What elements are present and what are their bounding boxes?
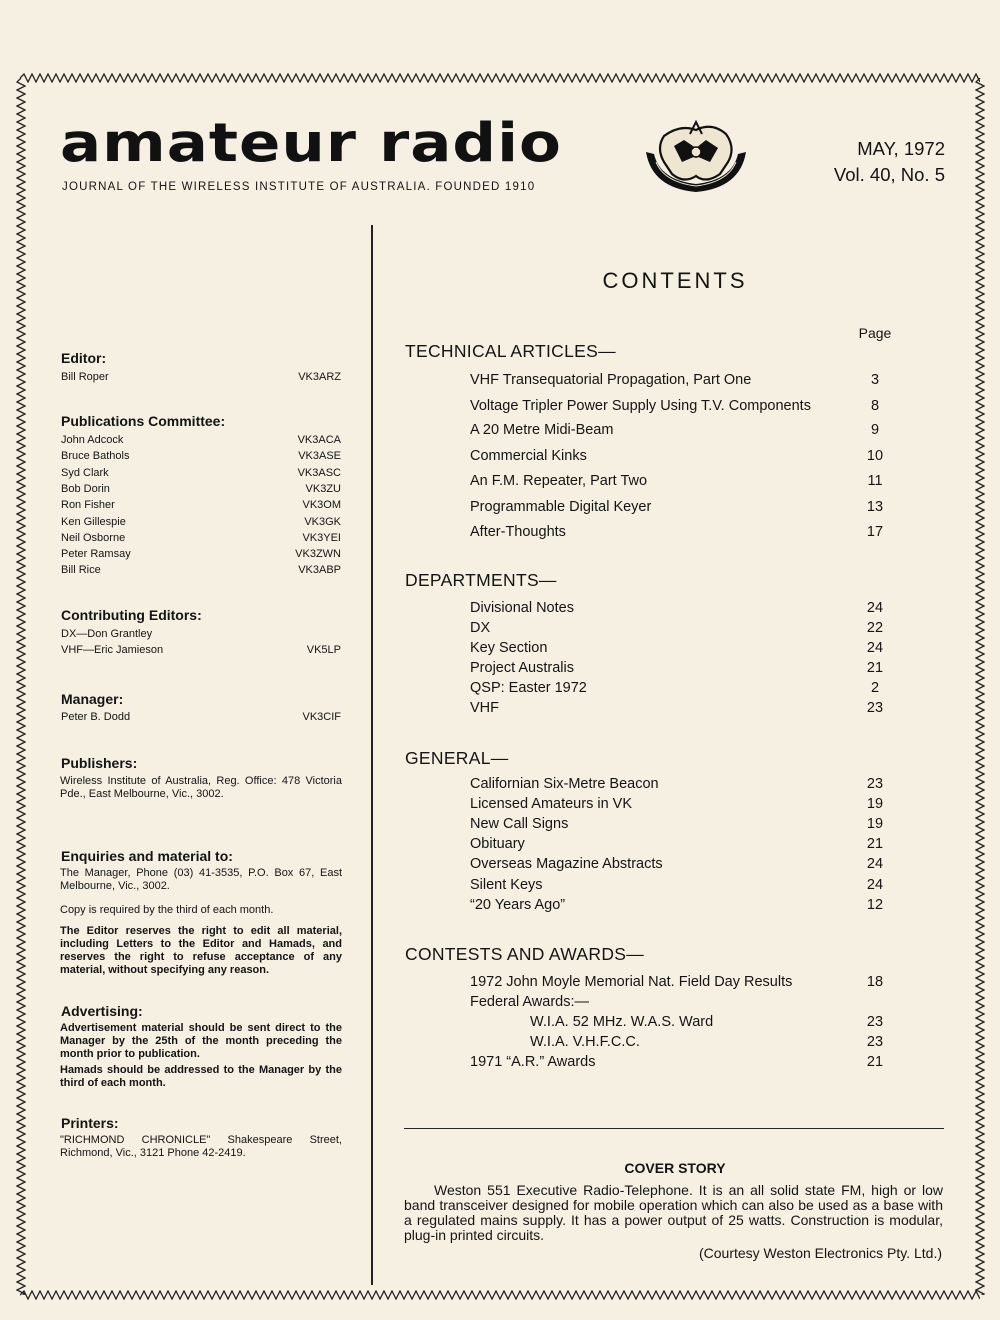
- staff-row: [61, 369, 341, 385]
- contents-entry-page: 3: [870, 372, 880, 388]
- masthead-tagline: JOURNAL OF THE WIRELESS INSTITUTE OF AUSTRALIA. FOUNDED 1910: [62, 181, 536, 193]
- staff-name: Ron Fisher: [61, 499, 115, 512]
- contents-entry-title: Key Section: [470, 640, 548, 656]
- contents-entry-title: Project Australis: [470, 660, 574, 676]
- border-right: [975, 78, 985, 1295]
- contents-section-heading: CONTESTS AND AWARDS—: [405, 944, 645, 964]
- staff-row: [61, 514, 341, 530]
- staff-callsign: VK3OM: [302, 499, 341, 512]
- contents-entry-title: Federal Awards:—: [470, 994, 590, 1010]
- contents-entry-title: Programmable Digital Keyer: [470, 499, 652, 515]
- staff-name: Peter B. Dodd: [61, 711, 131, 723]
- staff-name: Bill Roper: [61, 371, 109, 383]
- issue-info: [790, 136, 945, 188]
- contents-entry-page: 19: [866, 816, 884, 832]
- contents-entry-page: 23: [866, 700, 884, 716]
- contents-entry-page: 8: [870, 398, 880, 414]
- contents-section-heading: GENERAL—: [405, 748, 509, 768]
- staff-name: Bruce Bathols: [61, 450, 130, 463]
- border-left: [16, 78, 26, 1295]
- cover-story-heading: COVER STORY: [624, 1160, 726, 1176]
- contents-entry-title: W.I.A. 52 MHz. W.A.S. Ward: [530, 1014, 714, 1030]
- contents-entry-title: A 20 Metre Midi-Beam: [470, 422, 614, 438]
- contents-entry[interactable]: [470, 776, 890, 796]
- enquiries-text: The Manager, Phone (03) 41-3535, P.O. Box 67, East Melbourne, Vic., 3002.: [60, 867, 342, 892]
- copy-note: Copy is required by the third of each month.: [60, 904, 274, 916]
- staff-row: [61, 626, 341, 642]
- contents-entry[interactable]: [470, 700, 890, 720]
- staff-row: [61, 546, 341, 562]
- contents-entry-page: 11: [867, 473, 883, 489]
- border-top: [20, 73, 980, 83]
- contents-entry-title: An F.M. Repeater, Part Two: [470, 473, 648, 489]
- contents-entry[interactable]: [470, 1014, 890, 1034]
- wia-seal-icon: [640, 118, 752, 198]
- contents-entry-page: 10: [866, 448, 884, 464]
- staff-callsign: VK3GK: [304, 515, 341, 528]
- column-divider: [371, 225, 373, 1285]
- contents-entry-page: 24: [866, 877, 884, 893]
- contents-entry[interactable]: [470, 877, 890, 897]
- staff-row: [61, 497, 341, 513]
- cover-story-rule: [404, 1128, 944, 1129]
- contents-entry[interactable]: [470, 1054, 890, 1074]
- printers-heading: Printers:: [61, 1115, 119, 1131]
- staff-callsign: VK3ARZ: [298, 371, 341, 383]
- contents-entry-title: “20 Years Ago”: [470, 897, 566, 913]
- contents-entry[interactable]: [470, 448, 890, 468]
- contents-entry[interactable]: [470, 974, 890, 994]
- staff-callsign: VK3ZWN: [295, 548, 341, 561]
- staff-callsign: VK3YEI: [302, 531, 341, 544]
- contents-entry[interactable]: [470, 600, 890, 620]
- contents-entry[interactable]: [470, 422, 890, 442]
- contents-entry[interactable]: [470, 816, 890, 836]
- contents-entry-title: Commercial Kinks: [470, 448, 587, 464]
- printers-text: "RICHMOND CHRONICLE" Shakespeare Street, Richmond, Vic., 3121 Phone 42-2419.: [60, 1134, 342, 1159]
- contents-section-heading: TECHNICAL ARTICLES—: [405, 341, 616, 361]
- contents-entry[interactable]: [470, 897, 890, 917]
- staff-row: [61, 562, 341, 578]
- contents-entry-page: 23: [866, 1014, 884, 1030]
- contents-entry-title: 1972 John Moyle Memorial Nat. Field Day Results: [470, 974, 793, 990]
- staff-name: John Adcock: [61, 434, 124, 446]
- contents-entry-page: 13: [866, 499, 884, 515]
- contents-entry-title: W.I.A. V.H.F.C.C.: [530, 1034, 640, 1050]
- contents-entry[interactable]: [470, 994, 890, 1014]
- contents-entry-page: 12: [866, 897, 884, 913]
- cover-story-text: Weston 551 Executive Radio-Telephone. It is an all solid state FM, high or low band transceiver designed for mobile operation which can also be used as a base with a regulated mains supply. It has a power output of 25 watts. Construction is modular, plug-in printed circuits.: [404, 1182, 943, 1243]
- border-bottom: [20, 1290, 980, 1300]
- contents-entry[interactable]: [470, 856, 890, 876]
- contents-title: CONTENTS: [602, 268, 748, 293]
- manager-heading: Manager:: [61, 691, 124, 707]
- contents-entry[interactable]: [470, 524, 890, 544]
- hamads-note: Hamads should be addressed to the Manager by the third of each month.: [60, 1064, 342, 1089]
- staff-callsign: VK3ASE: [298, 450, 341, 463]
- contents-entry[interactable]: [470, 796, 890, 816]
- contents-entry-title: Obituary: [470, 836, 525, 852]
- publishers-text: Wireless Institute of Australia, Reg. Office: 478 Victoria Pde., East Melbourne, Vic., 3002.: [60, 775, 342, 800]
- cover-story-credit: (Courtesy Weston Electronics Pty. Ltd.): [698, 1245, 942, 1261]
- contents-entry[interactable]: [470, 372, 890, 392]
- contents-entry-page: 24: [866, 640, 884, 656]
- editor-heading: Editor:: [61, 350, 107, 366]
- contents-entry[interactable]: [470, 680, 890, 700]
- staff-name: Bob Dorin: [61, 482, 110, 495]
- contents-entry-page: 22: [866, 620, 884, 636]
- staff-callsign: VK3ZU: [305, 482, 341, 495]
- contents-entry-page: 24: [866, 600, 884, 616]
- staff-row: [61, 642, 341, 658]
- staff-row: [61, 481, 341, 497]
- contents-entry[interactable]: [470, 473, 890, 493]
- contents-entry-title: Californian Six-Metre Beacon: [470, 776, 659, 792]
- advertising-text: Advertisement material should be sent direct to the Manager by the 25th of the month preceding the month prior to publication.: [60, 1022, 342, 1060]
- staff-callsign: VK3ASC: [297, 466, 341, 479]
- contents-entry[interactable]: [470, 640, 890, 660]
- page-column-label: Page: [858, 325, 892, 341]
- publications-heading: Publications Committee:: [61, 413, 226, 429]
- contents-entry-page: 17: [866, 524, 884, 540]
- contents-entry-title: QSP: Easter 1972: [470, 680, 587, 696]
- contents-entry-title: Licensed Amateurs in VK: [470, 796, 633, 812]
- staff-name: VHF—Eric Jamieson: [61, 644, 164, 657]
- staff-row: [61, 448, 341, 464]
- staff-name: Peter Ramsay: [61, 548, 131, 561]
- contents-entry-page: 23: [866, 1034, 884, 1050]
- contents-entry[interactable]: [470, 499, 890, 519]
- contents-entry-title: VHF Transequatorial Propagation, Part One: [470, 372, 752, 388]
- contents-entry-page: 21: [866, 1054, 884, 1070]
- staff-row: [61, 709, 341, 725]
- contents-entry-page: 9: [870, 422, 880, 438]
- staff-callsign: VK3ACA: [297, 434, 341, 446]
- contents-section-heading: DEPARTMENTS—: [405, 570, 557, 590]
- staff-name: DX—Don Grantley: [61, 628, 153, 640]
- contents-entry-title: New Call Signs: [470, 816, 569, 832]
- staff-name: Bill Rice: [61, 564, 101, 577]
- staff-callsign: VK5LP: [306, 644, 341, 657]
- staff-row: [61, 432, 341, 448]
- staff-name: Ken Gillespie: [61, 515, 126, 528]
- contents-entry-title: VHF: [470, 700, 499, 716]
- staff-row: [61, 465, 341, 481]
- staff-callsign: VK3CIF: [302, 711, 341, 723]
- contents-entry[interactable]: [470, 660, 890, 680]
- contents-entry-page: 19: [866, 796, 884, 812]
- contributing-heading: Contributing Editors:: [61, 607, 202, 623]
- issue-volume: Vol. 40, No. 5: [833, 164, 945, 185]
- contents-entry[interactable]: [470, 620, 890, 640]
- contents-entry-page: 21: [866, 836, 884, 852]
- contents-entry-page: 24: [866, 856, 884, 872]
- contents-entry[interactable]: [470, 1034, 890, 1054]
- masthead-title: amateur radio: [60, 111, 562, 175]
- contents-entry-page: 23: [866, 776, 884, 792]
- editor-reserve-note: The Editor reserves the right to edit all material, including Letters to the Editor and Hamads, and reserves the right to refuse acceptance of any material, without specifying any reason.: [60, 925, 342, 976]
- contents-entry-title: After-Thoughts: [470, 524, 566, 540]
- staff-name: Neil Osborne: [61, 531, 126, 544]
- contents-entry-title: Silent Keys: [470, 877, 543, 893]
- contents-entry-title: Overseas Magazine Abstracts: [470, 856, 663, 872]
- contents-entry[interactable]: [470, 398, 890, 418]
- issue-date: MAY, 1972: [857, 138, 945, 159]
- publishers-heading: Publishers:: [61, 755, 138, 771]
- contents-entry-page: 2: [870, 680, 880, 696]
- staff-callsign: VK3ABP: [298, 564, 341, 577]
- staff-name: Syd Clark: [61, 466, 109, 479]
- staff-row: [61, 530, 341, 546]
- contents-entry-title: 1971 “A.R.” Awards: [470, 1054, 596, 1070]
- advertising-heading: Advertising:: [61, 1003, 143, 1019]
- contents-entry[interactable]: [470, 836, 890, 856]
- contents-entry-page: 21: [866, 660, 884, 676]
- contents-entry-title: Divisional Notes: [470, 600, 574, 616]
- enquiries-heading: Enquiries and material to:: [61, 848, 233, 864]
- contents-entry-title: DX: [470, 620, 491, 636]
- contents-entry-title: Voltage Tripler Power Supply Using T.V. Components: [470, 398, 811, 414]
- contents-entry-page: 18: [866, 974, 884, 990]
